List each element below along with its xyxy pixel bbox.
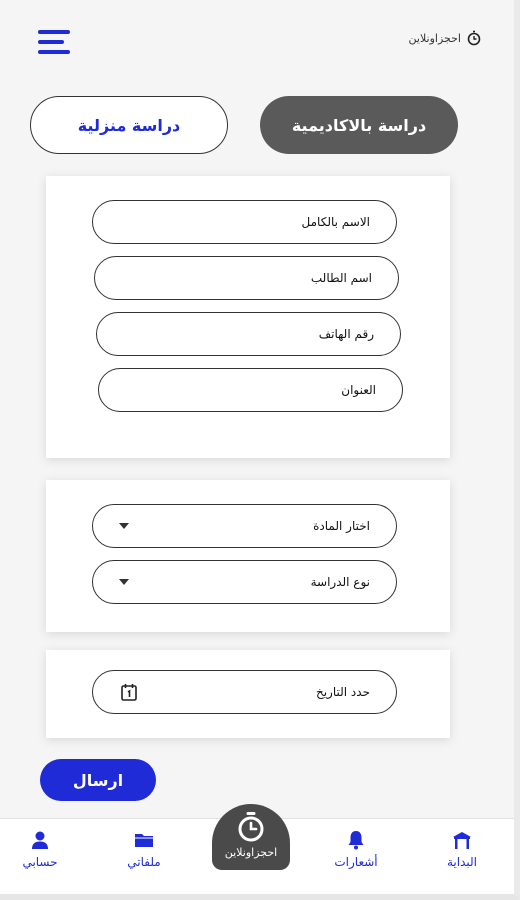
alarm-clock-icon bbox=[466, 30, 482, 46]
nav-item-files[interactable] bbox=[104, 829, 184, 869]
date-picker-label: حدد التاريخ bbox=[315, 685, 370, 699]
phone-label: رقم الهاتف bbox=[318, 327, 374, 341]
phone-field[interactable] bbox=[96, 312, 401, 356]
chevron-down-icon bbox=[119, 579, 129, 585]
submit-button[interactable]: ارسال bbox=[40, 759, 156, 801]
subject-select-label: اختار المادة bbox=[313, 519, 370, 533]
nav-item-notifications[interactable] bbox=[316, 829, 396, 869]
user-icon bbox=[29, 829, 51, 851]
student-name-label: اسم الطالب bbox=[310, 271, 372, 285]
full-name-field[interactable] bbox=[92, 200, 397, 244]
nav-item-start[interactable] bbox=[422, 829, 502, 869]
study-type-select-label: نوع الدراسة bbox=[310, 575, 370, 589]
subject-select[interactable] bbox=[92, 504, 397, 548]
nav-label-account: حسابي bbox=[22, 855, 58, 869]
academy-study-button[interactable]: دراسة بالاكاديمية bbox=[260, 96, 458, 154]
nav-label-notifications: أشعارات bbox=[334, 855, 378, 869]
nav-item-account[interactable] bbox=[0, 829, 80, 869]
alarm-clock-icon bbox=[234, 810, 268, 844]
book-online-label: احجزاونلاين bbox=[224, 846, 278, 859]
calendar-icon bbox=[121, 683, 137, 701]
nav-label-start: البداية bbox=[446, 855, 478, 869]
chevron-down-icon bbox=[119, 523, 129, 529]
study-options-card bbox=[46, 480, 450, 632]
bell-icon bbox=[345, 829, 367, 851]
brand-text: احجزاونلاين bbox=[408, 31, 461, 45]
folder-icon bbox=[133, 829, 155, 851]
nav-label-files: ملفاتي bbox=[127, 855, 161, 869]
address-field[interactable] bbox=[98, 368, 403, 412]
brand-logo bbox=[409, 30, 482, 46]
hamburger-menu-icon[interactable] bbox=[38, 30, 72, 56]
date-picker-field[interactable] bbox=[92, 670, 397, 714]
student-name-field[interactable] bbox=[94, 256, 399, 300]
home-icon bbox=[451, 829, 473, 851]
full-name-label: الاسم بالكامل bbox=[301, 215, 370, 229]
book-online-button[interactable] bbox=[212, 804, 290, 870]
home-study-button[interactable]: دراسة منزلية bbox=[30, 96, 228, 154]
address-label: العنوان bbox=[341, 383, 376, 397]
study-type-select[interactable] bbox=[92, 560, 397, 604]
